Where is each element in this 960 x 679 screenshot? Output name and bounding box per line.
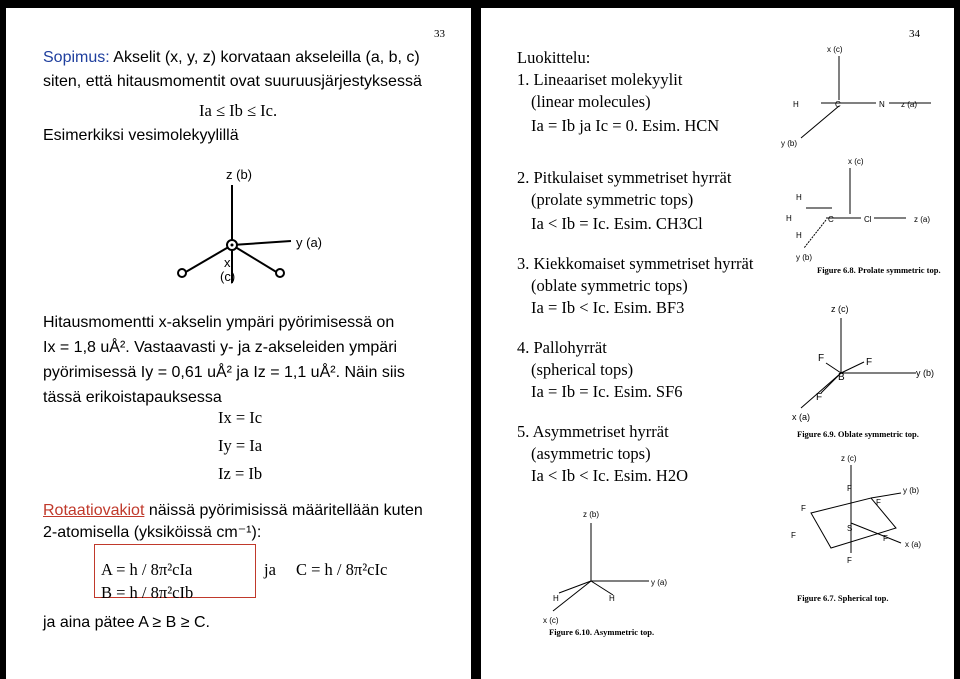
atom-label: F xyxy=(801,504,806,513)
category-english: (prolate symmetric tops) xyxy=(531,190,694,209)
axis-label: z (a) xyxy=(901,100,917,109)
rot-constants-text: näissä pyörimisissä määritellään kuten xyxy=(144,502,423,519)
formula-A: A = h / 8π²cIa xyxy=(101,560,193,579)
formula-C: C = h / 8π²cIc xyxy=(296,560,388,579)
category-condition: Ia < Ib < Ic. Esim. H2O xyxy=(531,466,688,485)
atom-label: S xyxy=(847,524,853,533)
axis-label-x: x xyxy=(224,255,231,270)
axis-label: y (b) xyxy=(903,486,919,495)
axis-label: y (a) xyxy=(651,578,667,587)
text-line: tässä erikoistapauksessa xyxy=(43,389,222,406)
figure-caption: Figure 6.7. Spherical top. xyxy=(797,593,889,603)
category-title: 5. Asymmetriset hyrrät xyxy=(517,422,669,441)
atom-label: C xyxy=(835,100,841,109)
axis-label: z (c) xyxy=(831,304,849,314)
formula-ja: ja xyxy=(264,560,276,579)
order-relation: Ia ≤ Ib ≤ Ic. xyxy=(199,101,278,120)
text-line: Ix = 1,8 uÅ². Vastaavasti y- ja z-akseleiden ympäri xyxy=(43,339,398,356)
axis-label: x (a) xyxy=(905,540,921,549)
final-relation: ja aina pätee A ≥ B ≥ C. xyxy=(43,614,210,631)
atom-label: H xyxy=(793,100,799,109)
formula-B: B = h / 8π²cIb xyxy=(101,583,194,602)
atom-label: F xyxy=(818,353,825,364)
category-english: (linear molecules) xyxy=(531,92,651,111)
axis-label: x (c) xyxy=(848,157,864,166)
category-english: (oblate symmetric tops) xyxy=(531,276,688,295)
definition-text: Akselit (x, y, z) korvataan akseleilla (a, b, c) xyxy=(109,49,420,66)
atom-label: C xyxy=(828,215,834,224)
classification-heading: Luokittelu: xyxy=(517,48,591,67)
atom-label: N xyxy=(879,100,885,109)
figure-caption: Figure 6.9. Oblate symmetric top. xyxy=(797,429,919,439)
category-condition: Ia = Ib = Ic. Esim. SF6 xyxy=(531,382,683,401)
oblate-figure xyxy=(786,298,951,428)
atom-label: B xyxy=(838,372,845,383)
water-molecule-sketch xyxy=(166,163,346,293)
axis-label: z (a) xyxy=(914,215,930,224)
right-page xyxy=(481,8,954,679)
rot-constants-line2: 2-atomisella (yksiköissä cm⁻¹): xyxy=(43,524,262,541)
atom-label: H xyxy=(609,594,615,603)
equality-x: Ix = Ic xyxy=(218,408,263,427)
text-line: pyörimisessä Iy = 0,61 uÅ² ja Iz = 1,1 uÅ². Näin siis xyxy=(43,364,405,381)
category-condition: Ia = Ib < Ic. Esim. BF3 xyxy=(531,298,685,317)
category-english: (asymmetric tops) xyxy=(531,444,651,463)
axis-label: y (b) xyxy=(916,368,934,378)
definition-label: Sopimus: xyxy=(43,49,110,66)
category-condition: Ia = Ib ja Ic = 0. Esim. HCN xyxy=(531,116,720,135)
atom-label: F xyxy=(816,392,823,403)
page-number: 34 xyxy=(909,28,920,40)
equality-y: Iy = Ia xyxy=(218,436,263,455)
axis-label: z (c) xyxy=(841,454,857,463)
axis-label-c: (c) xyxy=(220,269,236,284)
axis-label: x (c) xyxy=(543,616,559,625)
prolate-figure xyxy=(786,148,951,268)
atom-label: F xyxy=(847,556,852,565)
atom-label: F xyxy=(791,531,796,540)
rotation-constants-link[interactable]: Rotaatiovakiot xyxy=(43,502,145,519)
axis-label: x (c) xyxy=(827,45,843,54)
atom-label: Cl xyxy=(864,215,872,224)
atom-label: H xyxy=(796,231,802,240)
hcn-figure xyxy=(781,38,951,148)
atom-label: H xyxy=(786,214,792,223)
atom-label: F xyxy=(883,534,888,543)
text-line: Hitausmomentti x-akselin ympäri pyörimisessä on xyxy=(43,314,395,331)
atom-label: F xyxy=(876,498,881,507)
definition-line1 xyxy=(43,48,420,68)
axis-label-y: y (a) xyxy=(296,235,322,250)
axis-label: x (a) xyxy=(792,412,810,422)
category-condition: Ia < Ib = Ic. Esim. CH3Cl xyxy=(531,214,703,233)
figure-caption: Figure 6.10. Asymmetric top. xyxy=(549,627,655,637)
spherical-figure xyxy=(771,453,951,583)
category-english: (spherical tops) xyxy=(531,360,634,379)
equality-z: Iz = Ib xyxy=(218,464,263,483)
figure-caption: Figure 6.8. Prolate symmetric top. xyxy=(817,265,941,275)
axis-label: y (b) xyxy=(781,139,797,148)
category-title: 2. Pitkulaiset symmetriset hyrrät xyxy=(517,168,732,187)
axis-label: z (b) xyxy=(583,510,599,519)
example-intro: Esimerkiksi vesimolekyylillä xyxy=(43,127,239,144)
definition-line2: siten, että hitausmomentit ovat suuruusjärjestyksessä xyxy=(43,73,422,90)
category-title: 3. Kiekkomaiset symmetriset hyrrät xyxy=(517,254,754,273)
rot-constants-line1 xyxy=(43,501,423,521)
category-title: 4. Pallohyrrät xyxy=(517,338,607,357)
axis-label-z: z (b) xyxy=(226,167,252,182)
category-title: 1. Lineaariset molekyylit xyxy=(517,70,683,89)
axis-label: y (b) xyxy=(796,253,812,262)
atom-label: H xyxy=(553,594,559,603)
atom-label: F xyxy=(847,484,852,493)
asymmetric-figure xyxy=(541,503,691,628)
atom-label: H xyxy=(796,193,802,202)
left-page xyxy=(6,8,471,679)
atom-label: F xyxy=(866,357,873,368)
page-number: 33 xyxy=(434,28,445,40)
